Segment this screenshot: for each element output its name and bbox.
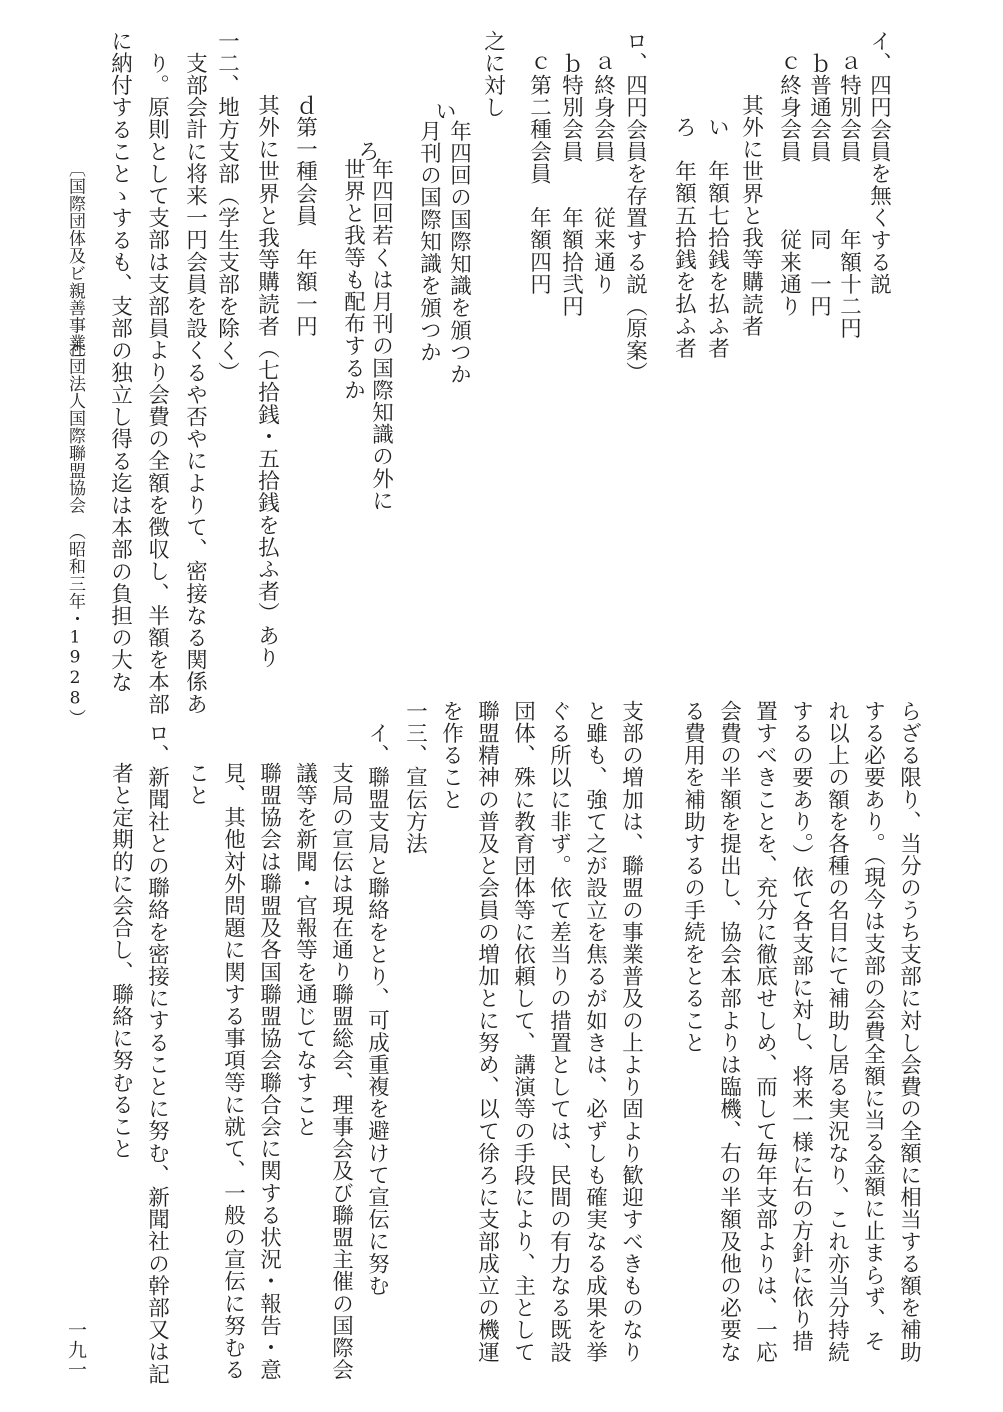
- text-column: 其外に世界と我等購読者: [738, 94, 764, 338]
- text-column: ｂ特別会員 年額拾弐円: [558, 52, 584, 318]
- text-column: 会費の半額を提出し、協会本部よりは臨機、右の半額及他の必要な: [716, 700, 742, 1363]
- text-column: ｂ普通会員 同 一円: [806, 52, 832, 318]
- footer-left: 〔国際団体及ビ親善事業〕: [65, 160, 85, 369]
- text-column: イ、四円会員を無くする説: [866, 30, 892, 296]
- text-column: 之に対し: [480, 30, 506, 119]
- text-column: に納付することゝするも、支部の独立し得る迄は本部の負担の大な: [107, 30, 133, 693]
- text-column: ｄ第一種会員 年額一円: [292, 94, 318, 338]
- text-column: ロ、新聞社との聯絡を密接にすることに努む、新聞社の幹部又は記: [144, 722, 170, 1385]
- text-column: ロ、四円会員を存置する説（原案）: [622, 30, 648, 384]
- text-column: い 年額七拾銭を払ふ者: [704, 116, 730, 360]
- text-column: ａ特別会員 年額十二円: [836, 52, 862, 340]
- text-column: 世界と我等も配布するか: [340, 158, 366, 402]
- text-column: 聯盟精神の普及と会員の増加とに努め、以て徐ろに支部成立の機運: [474, 700, 500, 1363]
- text-column: する必要あり。（現今は支部の会費全額に当る金額に止まらず、そ: [860, 700, 886, 1353]
- text-column: 聯盟協会は聯盟及各国聯盟協会聯合会に関する状況・報告・意: [256, 762, 282, 1381]
- text-column: するの要あり。）依て各支部に対し、将来一様に右の方針に依り措: [788, 700, 814, 1353]
- text-column: い: [431, 100, 457, 123]
- text-column: 者と定期的に会合し、聯絡に努むること: [108, 762, 134, 1160]
- text-column: 年四回の国際知識を頒つか: [446, 120, 472, 386]
- text-column: 支部会計に将来一円会員を設くるや否やによりて、密接なる関係あ: [182, 52, 208, 715]
- text-column: 其外に世界と我等購読者（七拾銭・五拾銭を払ふ者）あり: [254, 94, 280, 669]
- text-column: 一三、宣伝方法: [402, 700, 428, 855]
- text-column: 月刊の国際知識を頒つか: [416, 120, 442, 364]
- text-column: 見、其他対外問題に関する事項等に就て、一般の宣伝に努むる: [220, 762, 246, 1381]
- text-column: 年四回若くは月刊の国際知識の外に: [368, 158, 394, 512]
- text-column: らざる限り、当分のうち支部に対し会費の全額に相当する額を補助: [896, 700, 922, 1363]
- text-column: ろ 年額五拾銭を払ふ者: [671, 116, 697, 360]
- text-column: を作ること: [438, 700, 464, 811]
- text-column: ｃ第二種会員 年額四円: [526, 52, 552, 296]
- text-column: ａ終身会員 従来通り: [590, 52, 616, 296]
- footer-right: 社団法人国際聯盟協会 （昭和三年・1928）: [65, 340, 85, 727]
- text-column: ろ: [354, 140, 380, 163]
- text-column: 団体、殊に教育団体等に依頼して、講演等の手段により、主として: [510, 700, 536, 1363]
- page-number: 一九一: [65, 1320, 87, 1379]
- text-column: と雖も、強て之が設立を焦るが如きは、必ずしも確実なる成果を挙: [582, 700, 608, 1363]
- text-column: 支局の宣伝は現在通り聯盟総会、理事会及び聯盟主催の国際会: [328, 762, 354, 1381]
- text-column: り。原則として支部は支部員より会費の全額を徴収し、半額を本部: [144, 52, 170, 715]
- text-column: イ、聯盟支局と聯絡をとり、可成重複を避けて宣伝に努む: [364, 722, 390, 1297]
- text-column: 支部の増加は、聯盟の事業普及の上より固より歓迎すべきものなり: [618, 700, 644, 1363]
- text-column: 一二、地方支部（学生支部を除く）: [214, 30, 240, 384]
- text-column: ｃ終身会員 従来通り: [776, 52, 802, 318]
- text-column: 置すべきことを、充分に徹底せしめ、而して毎年支部よりは、一応: [752, 700, 778, 1363]
- text-column: ぐる所以に非ず。依て差当りの措置としては、民間の有力なる既設: [546, 700, 572, 1363]
- text-column: れ以上の額を各種の名目にて補助し居る実況なり、これ亦当分持続: [824, 700, 850, 1363]
- text-column: こと: [184, 762, 210, 807]
- text-column: る費用を補助するの手続をとること: [680, 700, 706, 1054]
- text-column: 議等を新聞・官報等を通じてなすこと: [292, 762, 318, 1138]
